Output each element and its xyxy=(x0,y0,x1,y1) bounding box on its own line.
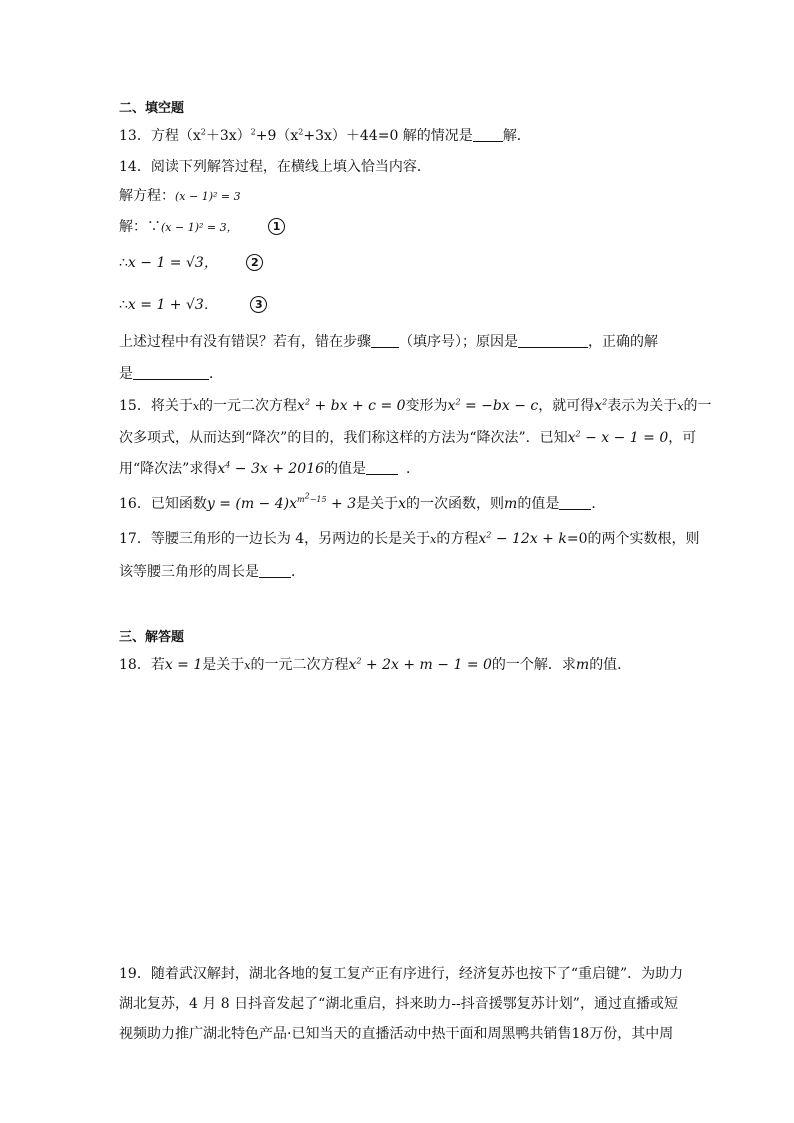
question-16: 16．已知函数$y = (m - 4)x^{m^2-15} + 3$是关于x的一次函数，则m的值是 ． xyxy=(119,491,606,512)
answer-blank-reason[interactable] xyxy=(518,333,588,348)
step-marker-1: 1 xyxy=(268,218,285,235)
answer-blank-solution[interactable] xyxy=(133,365,209,380)
question-15-line-1: 15．将关于x的一元二次方程$x^2$ + bx + c = 0变形为$x^2 = -bx - c$，就可得$x^2$表示为关于x的一 xyxy=(119,397,712,414)
question-18: 18．若x = 1是关于x的一元二次方程$x^2 + 2x + m - 1 = 0$的一个解．求m的值． xyxy=(119,656,632,673)
question-15-line-3: 用“降次法”求得$x^4 - 3x + 2016$的值是 ． xyxy=(119,460,421,477)
section-heading-solve: 三、解答题 xyxy=(119,630,185,645)
question-14-step-1: 解：∵(x − 1)² = 3， 1 xyxy=(119,218,285,237)
question-19-line-3: 视频助力推广湖北特色产品·已知当天的直播活动中热干面和周黑鸭共销售18万份，其中周 xyxy=(119,1026,674,1042)
answer-blank-step[interactable] xyxy=(371,333,399,348)
answer-blank[interactable] xyxy=(559,495,591,510)
question-14-step-3: ∴x = 1 + √3． 3 xyxy=(119,296,267,314)
question-17-line-1: 17．等腰三角形的一边长为 4，另两边的长是关于x的方程$x^2 - 12x + k=0$的两个实数根，则 xyxy=(119,530,700,547)
answer-blank[interactable] xyxy=(366,460,398,475)
question-17-line-2: 该等腰三角形的周长是 ． xyxy=(119,564,305,580)
section-heading-fill-in: 二、填空题 xyxy=(119,101,185,116)
question-14-step-2: ∴x − 1 = √3， 2 xyxy=(119,254,263,272)
question-14-equation: 解方程：(x − 1)² = 3 xyxy=(119,188,241,204)
step-marker-3: 3 xyxy=(250,296,267,313)
question-15-line-2: 次多项式，从而达到“降次”的目的，我们称这样的方法为“降次法”．已知$x^2 - x - 1 = 0$，可 xyxy=(119,429,697,446)
question-13: 13．方程$(x^2+3x)^2+9(x^2+3x)+44=0$ 解的情况是 解． xyxy=(119,127,531,144)
question-19-line-2: 湖北复苏，4 月 8 日抖音发起了“湖北重启，抖来助力--抖音援鄂复苏计划”，通过直播或短 xyxy=(119,996,678,1012)
answer-blank[interactable] xyxy=(259,563,291,578)
question-19-line-1: 19．随着武汉解封，湖北各地的复工复产正有序进行，经济复苏也按下了“重启键”．为助力 xyxy=(119,966,684,982)
question-14-ask: 上述过程中有没有错误？若有，错在步骤 （填序号）；原因是 ，正确的解 xyxy=(119,334,658,350)
answer-blank[interactable] xyxy=(473,127,503,142)
question-14-ask-cont: 是 ． xyxy=(119,366,223,382)
question-14-prompt: 14．阅读下列解答过程，在横线上填入恰当内容． xyxy=(119,159,431,175)
step-marker-2: 2 xyxy=(246,254,263,271)
